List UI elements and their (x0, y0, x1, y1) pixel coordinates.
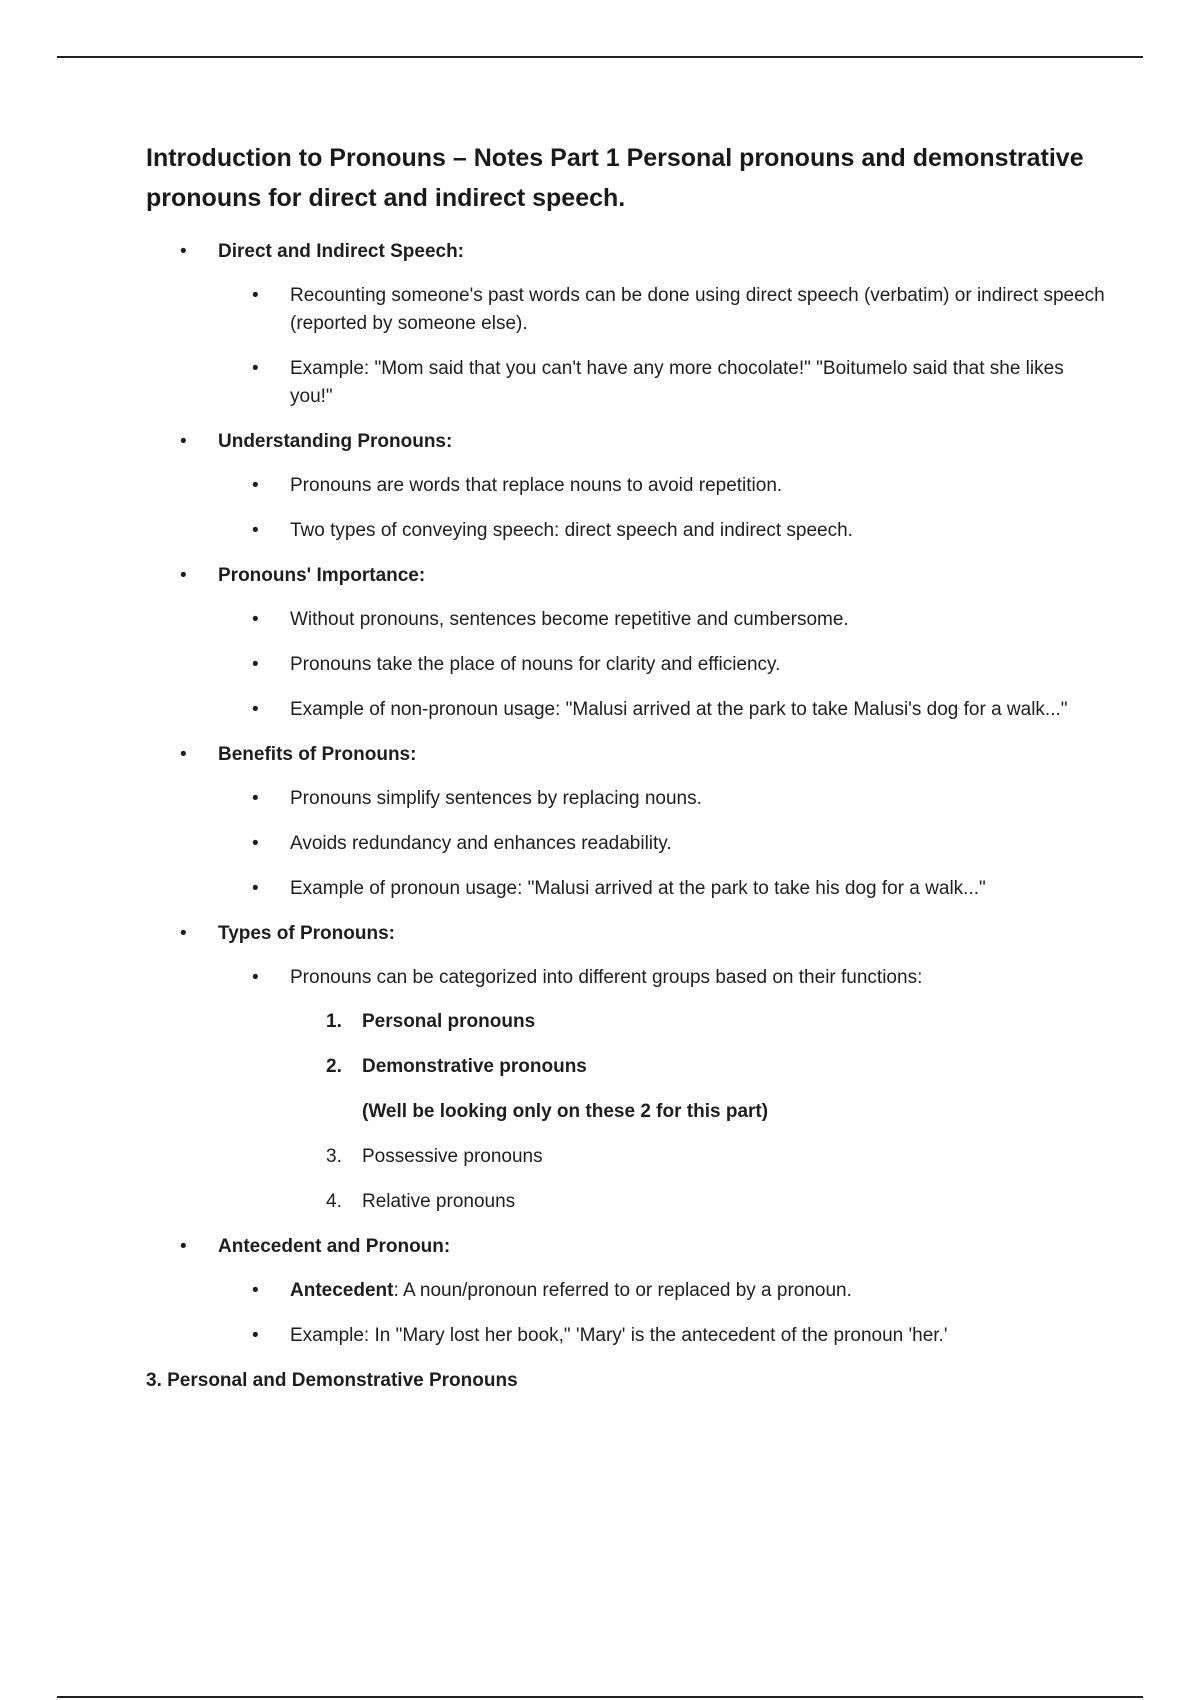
bullet-icon: • (180, 744, 187, 765)
section-heading: Types of Pronouns: (218, 923, 395, 944)
bullet-icon: • (252, 285, 259, 306)
bullet-icon: • (252, 833, 259, 854)
bullet-icon: • (252, 609, 259, 630)
bullet-icon: • (180, 241, 187, 262)
list-item: • Pronouns can be categorized into different groups based on their functions: 1. Personal pronouns 2. Demonstrative pronouns (Well be looking only on these 2 for this part) 3. Possessive pronouns 4. Relative pronouns (218, 964, 1106, 1216)
section-direct-indirect (146, 238, 1106, 411)
bullet-icon: • (252, 654, 259, 675)
bullet-icon: • (252, 699, 259, 720)
section-importance (146, 562, 1106, 724)
bullet-icon: • (252, 878, 259, 899)
bullet-icon: • (180, 431, 187, 452)
section-understanding (146, 428, 1106, 545)
bullet-icon: • (180, 565, 187, 586)
notes-list (146, 238, 1106, 1350)
section-heading: Direct and Indirect Speech: (218, 241, 465, 262)
bottom-rule (57, 1696, 1143, 1698)
document-body (146, 138, 1106, 1395)
bullet-icon: • (252, 967, 259, 988)
list-item: • Pronouns take the place of nouns for clarity and efficiency. (218, 651, 1106, 679)
section-heading: Understanding Pronouns: (218, 431, 453, 452)
pronoun-types-list (290, 1008, 1106, 1216)
list-item: • Example: "Mom said that you can't have any more chocolate!" "Boitumelo said that she likes you!" (218, 355, 1106, 411)
note-text: (Well be looking only on these 2 for this part) (362, 1101, 769, 1122)
list-item: • Avoids redundancy and enhances readability. (218, 830, 1106, 858)
footer-heading: 3. Personal and Demonstrative Pronouns (146, 1370, 518, 1391)
bullet-icon: • (180, 1236, 187, 1257)
numbered-item: 3. Possessive pronouns (326, 1146, 543, 1167)
bullet-icon: • (252, 1280, 259, 1301)
numbered-item: 2. Demonstrative pronouns (326, 1056, 587, 1077)
list-item: • Pronouns simplify sentences by replacing nouns. (218, 785, 1106, 813)
numbered-item: 1. Personal pronouns (326, 1011, 536, 1032)
bullet-icon: • (180, 923, 187, 944)
top-rule (57, 56, 1143, 58)
list-item: • Two types of conveying speech: direct speech and indirect speech. (218, 517, 1106, 545)
section-antecedent (146, 1233, 1106, 1350)
list-item: • Example of pronoun usage: "Malusi arrived at the park to take his dog for a walk..." (218, 875, 1106, 903)
list-item: • Pronouns are words that replace nouns to avoid repetition. (218, 472, 1106, 500)
bullet-icon: • (252, 788, 259, 809)
section-heading: Benefits of Pronouns: (218, 744, 417, 765)
list-item: • Example: In "Mary lost her book," 'Mary' is the antecedent of the pronoun 'her.' (218, 1322, 1106, 1350)
bullet-icon: • (252, 1325, 259, 1346)
section-heading: Antecedent and Pronoun: (218, 1236, 451, 1257)
list-item: • Without pronouns, sentences become repetitive and cumbersome. (218, 606, 1106, 634)
section-benefits (146, 741, 1106, 903)
list-item: • Example of non-pronoun usage: "Malusi arrived at the park to take Malusi's dog for a walk..." (218, 696, 1106, 724)
page-title: Introduction to Pronouns – Notes Part 1 Personal pronouns and demonstrative pronouns for direct and indirect speech. (146, 144, 1084, 212)
section-types (146, 920, 1106, 1216)
bullet-icon: • (252, 520, 259, 541)
bullet-icon: • (252, 475, 259, 496)
list-item: • Antecedent: A noun/pronoun referred to or replaced by a pronoun. (218, 1277, 1106, 1305)
list-item: • Recounting someone's past words can be done using direct speech (verbatim) or indirect speech (reported by someone else). (218, 282, 1106, 338)
numbered-item: 4. Relative pronouns (326, 1191, 516, 1212)
antecedent-term: Antecedent (290, 1280, 394, 1301)
section-heading: Pronouns' Importance: (218, 565, 426, 586)
bullet-icon: • (252, 358, 259, 379)
